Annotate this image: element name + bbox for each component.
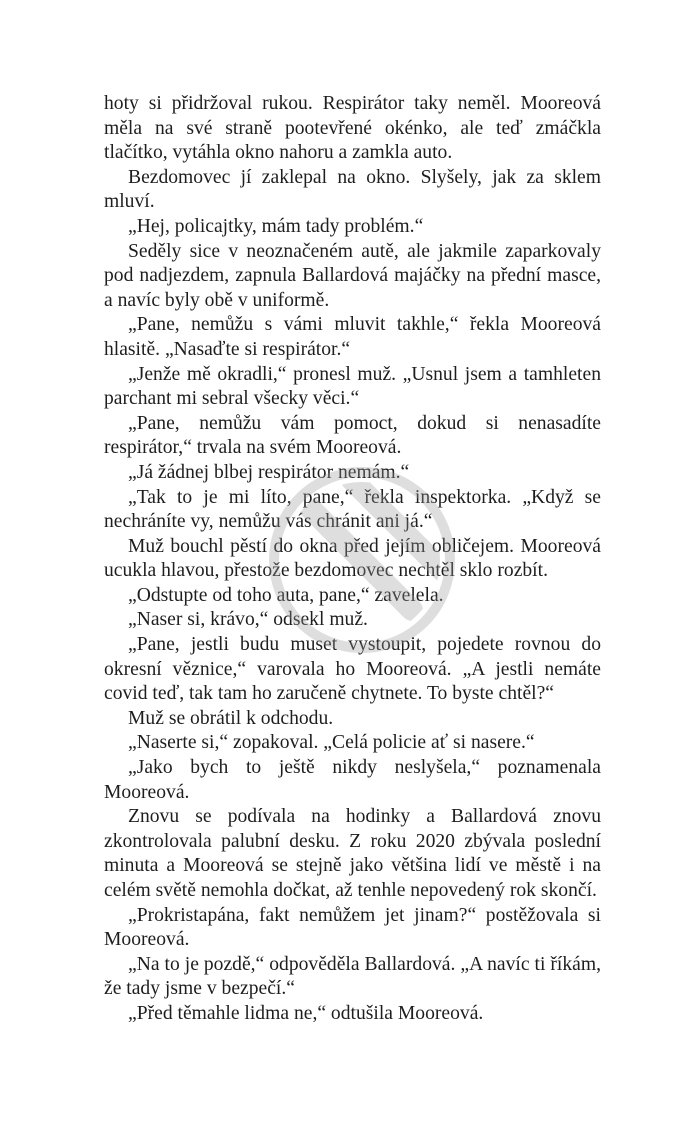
paragraph: „Naser si, krávo,“ odsekl muž. bbox=[128, 609, 368, 631]
paragraph: „Já žádnej blbej respirátor nemám.“ bbox=[128, 461, 410, 483]
paragraph: Bezdomovec jí zaklepal na okno. Slyšely, jak za sklem mluví. bbox=[104, 166, 601, 213]
paragraph: „Prokristapána, fakt nemůžem jet jinam?“ postěžovala si Mooreová. bbox=[104, 904, 601, 951]
paragraph: „Hej, policajtky, mám tady problém.“ bbox=[128, 215, 424, 237]
paragraph: „Pane, jestli budu muset vystoupit, pojedete rovnou do okresní věznice,“ varovala ho Mooreová. „A jestli nemáte covid teď, tak tam ho zaručeně chytnete. To byste chtěl?“ bbox=[104, 634, 601, 705]
paragraph: Znovu se podívala na hodinky a Ballardová znovu zkontrolovala palubní desku. Z roku 2020 zbývala poslední minuta a Mooreová se stejně jako většina lidí ve městě i na celém světě nemohla dočkat, až tenhle nepovedený rok skončí. bbox=[104, 806, 601, 901]
book-page-text bbox=[104, 92, 601, 1027]
paragraph: „Naserte si,“ zopakoval. „Celá policie ať si nasere.“ bbox=[128, 732, 535, 754]
paragraph: Muž bouchl pěstí do okna před jejím obličejem. Mooreová ucukla hlavou, přestože bezdomovec nechtěl sklo rozbít. bbox=[104, 535, 601, 582]
paragraph: „Odstupte od toho auta, pane,“ zavelela. bbox=[128, 584, 444, 606]
paragraph: „Před těmahle lidma ne,“ odtušila Mooreová. bbox=[128, 1002, 484, 1024]
paragraph: „Tak to je mi líto, pane,“ řekla inspektorka. „Když se nechráníte vy, nemůžu vás chránit ani já.“ bbox=[104, 486, 601, 533]
paragraph: hoty si přidržoval rukou. Respirátor taky neměl. Mooreová měla na své straně pootevřené okénko, ale teď zmáčkla tlačítko, vytáhla okno nahoru a zamkla auto. bbox=[104, 93, 601, 164]
paragraph: Seděly sice v neoznačeném autě, ale jakmile zaparkovaly pod nadjezdem, zapnula Ballardová majáčky na přední masce, a navíc byly obě v uniformě. bbox=[104, 240, 601, 311]
paragraph: „Jako bych to ještě nikdy neslyšela,“ poznamenala Mooreová. bbox=[104, 757, 601, 803]
paragraph: Muž se obrátil k odchodu. bbox=[128, 707, 334, 729]
paragraph: „Pane, nemůžu vám pomoct, dokud si nenasadíte respirátor,“ trvala na svém Mooreová. bbox=[104, 412, 601, 459]
paragraph: „Na to je pozdě,“ odpověděla Ballardová. „A navíc ti říkám, že tady jsme v bezpečí.“ bbox=[104, 953, 601, 1000]
paragraph: „Pane, nemůžu s vámi mluvit takhle,“ řekla Mooreová hlasitě. „Nasaďte si respirátor.“ bbox=[104, 314, 601, 360]
paragraph: „Jenže mě okradli,“ pronesl muž. „Usnul jsem a tamhleten parchant mi sebral všecky věci.“ bbox=[104, 363, 601, 410]
